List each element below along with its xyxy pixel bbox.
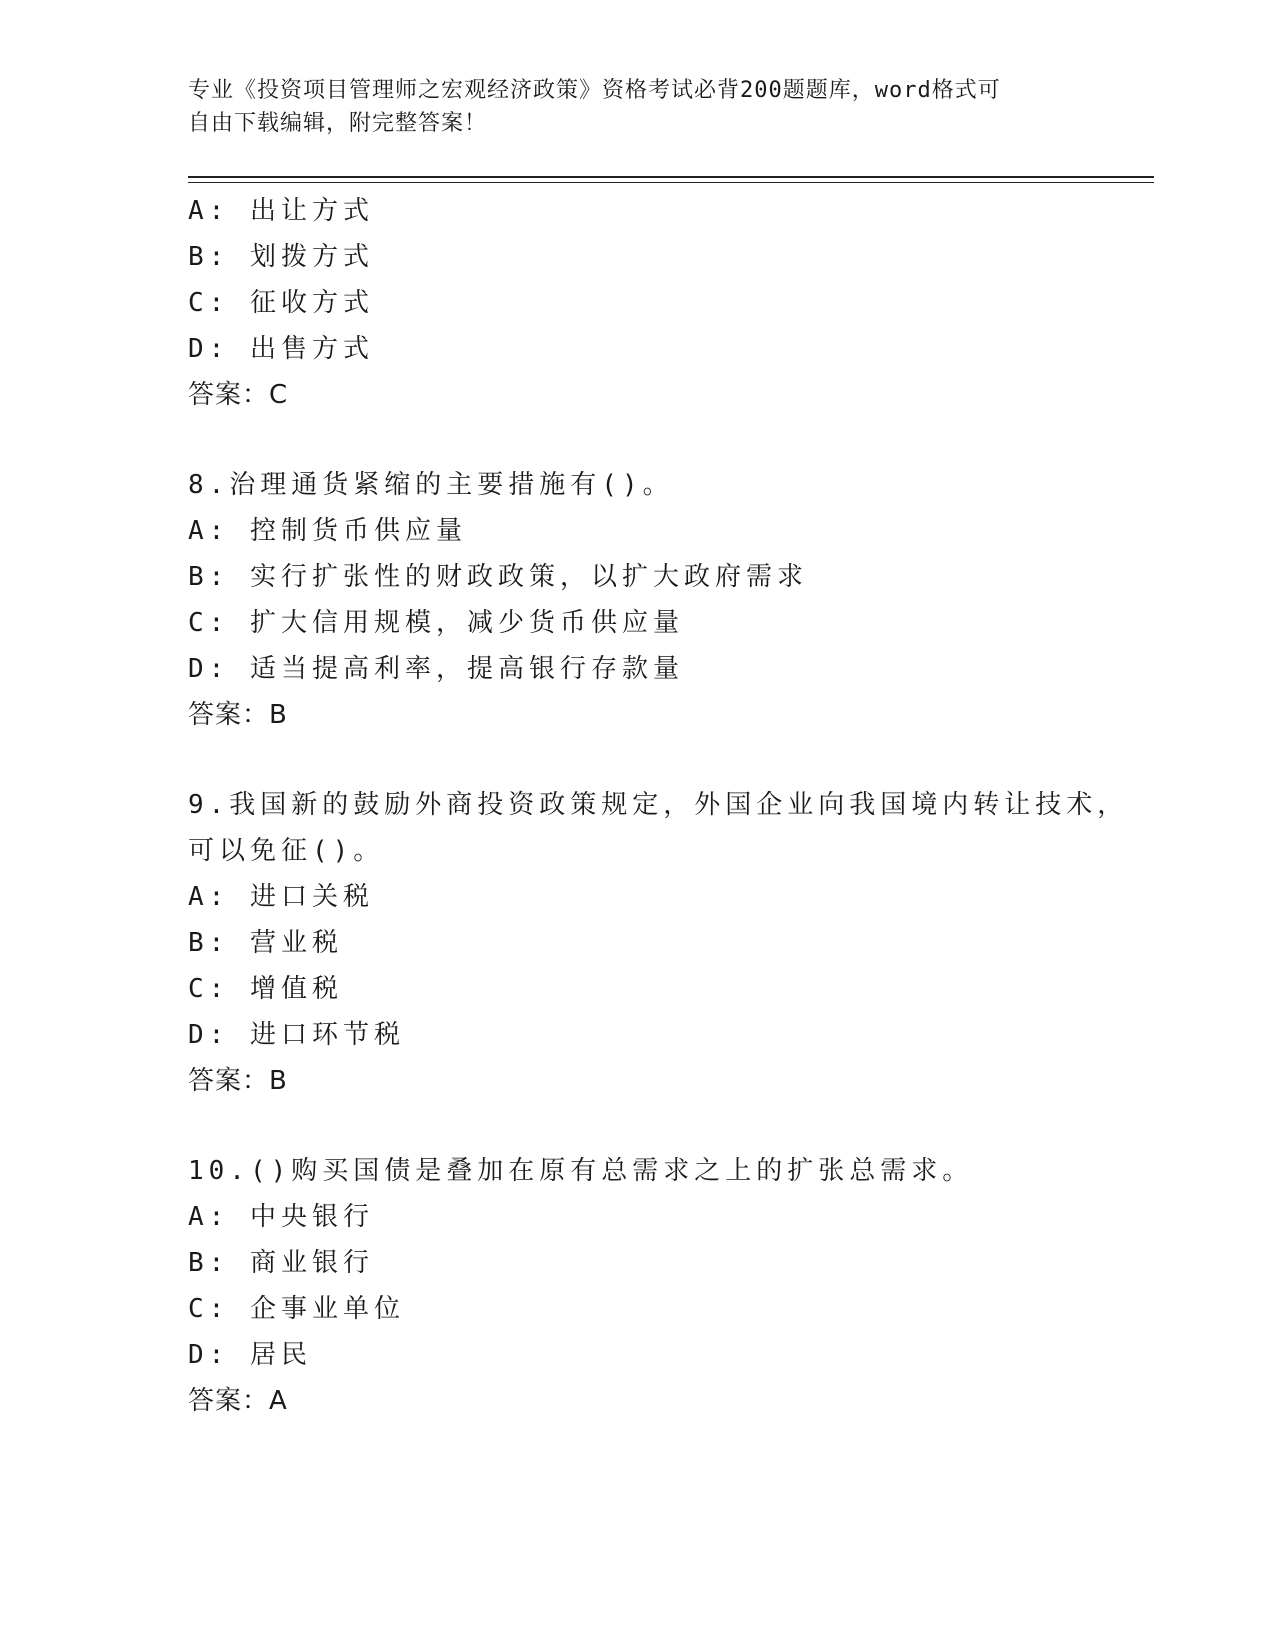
- option-d: D: 居民: [188, 1340, 312, 1370]
- option-d: D: 适当提高利率，提高银行存款量: [188, 654, 684, 684]
- question-text: 9.我国新的鼓励外商投资政策规定，外国企业向我国境内转让技术，: [188, 790, 1129, 820]
- answer: 答案：B: [188, 700, 288, 730]
- option-b: B: 商业银行: [188, 1248, 374, 1278]
- spacer: [188, 738, 1148, 782]
- question-text: 8.治理通货紧缩的主要措施有()。: [188, 470, 674, 500]
- answer: 答案：C: [188, 380, 289, 410]
- spacer: [188, 418, 1148, 462]
- question-10: [188, 1148, 1148, 1424]
- option-c: C: 企事业单位: [188, 1294, 405, 1324]
- question-9: [188, 782, 1148, 1104]
- question-text-continued: 可以免征()。: [188, 836, 385, 866]
- header-divider-thin: [188, 182, 1154, 183]
- option-c: C: 征收方式: [188, 288, 374, 318]
- option-a: A: 出让方式: [188, 196, 374, 226]
- option-a: A: 控制货币供应量: [188, 516, 467, 546]
- spacer: [188, 1104, 1148, 1148]
- question-list: [188, 188, 1148, 1424]
- document-header: [188, 74, 1088, 140]
- option-d: D: 进口环节税: [188, 1020, 405, 1050]
- option-a: A: 进口关税: [188, 882, 374, 912]
- header-line-1: 专业《投资项目管理师之宏观经济政策》资格考试必背200题题库，word格式可: [188, 78, 1001, 103]
- header-divider-thick: [188, 176, 1154, 178]
- option-d: D: 出售方式: [188, 334, 374, 364]
- option-a: A: 中央银行: [188, 1202, 374, 1232]
- option-c: C: 增值税: [188, 974, 343, 1004]
- question-8: [188, 462, 1148, 738]
- answer: 答案：B: [188, 1066, 288, 1096]
- question-7: [188, 188, 1148, 418]
- question-text: 10.()购买国债是叠加在原有总需求之上的扩张总需求。: [188, 1156, 974, 1186]
- option-c: C: 扩大信用规模，减少货币供应量: [188, 608, 684, 638]
- option-b: B: 划拨方式: [188, 242, 374, 272]
- option-b: B: 营业税: [188, 928, 343, 958]
- option-b: B: 实行扩张性的财政政策，以扩大政府需求: [188, 562, 808, 592]
- answer: 答案：A: [188, 1386, 288, 1416]
- header-line-2: 自由下载编辑，附完整答案！: [188, 111, 488, 136]
